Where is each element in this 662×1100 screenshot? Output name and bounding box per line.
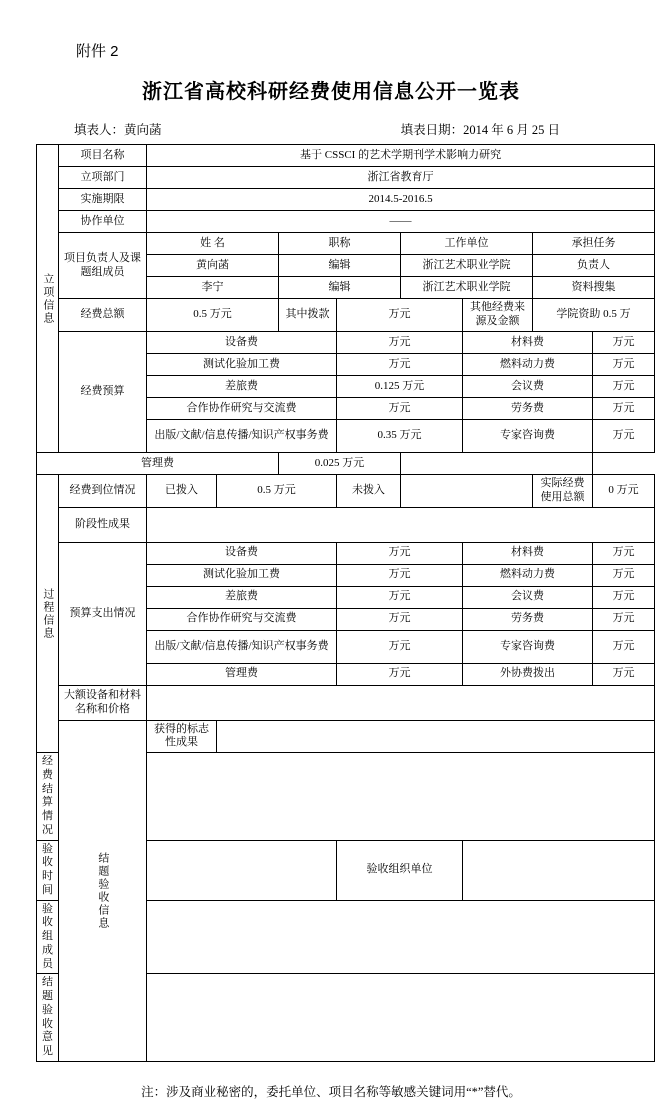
- expense-item-value2[interactable]: 万元: [593, 542, 655, 564]
- budget-item-value[interactable]: 万元: [337, 354, 463, 376]
- funds-arrived-label: 已拨入: [147, 475, 217, 508]
- attachment-label: 附件 2: [76, 43, 119, 60]
- funds-notarrived-label: 未拨入: [337, 475, 401, 508]
- project-name-value[interactable]: 基于 CSSCI 的艺术学期刊学术影响力研究: [147, 145, 655, 167]
- budget-manage-value[interactable]: 0.025 万元: [279, 453, 401, 475]
- filler-label: 填表人：: [74, 123, 125, 137]
- budget-item-name2: 专家咨询费: [463, 420, 593, 453]
- meta-row: [42, 120, 620, 138]
- expense-item-name: 出版/文献/信息传播/知识产权事务费: [147, 630, 337, 663]
- expense-item-value2[interactable]: 万元: [593, 630, 655, 663]
- other-source-value[interactable]: 学院资助 0.5 万: [533, 299, 655, 332]
- members-header-unit: 工作单位: [401, 233, 533, 255]
- expense-item-value[interactable]: 万元: [337, 542, 463, 564]
- budget-manage-label: 管理费: [37, 453, 279, 475]
- members-label: 项目负责人及课题组成员: [59, 233, 147, 299]
- big-equipment-value[interactable]: [147, 685, 655, 720]
- table-row: [37, 475, 655, 508]
- budget-item-value[interactable]: 0.125 万元: [337, 376, 463, 398]
- budget-item-name2: 材料费: [463, 332, 593, 354]
- member-name[interactable]: 黄向菡: [147, 255, 279, 277]
- accept-time-label: 验收时间: [37, 840, 59, 900]
- landmark-label: 获得的标志性成果: [147, 720, 217, 753]
- period-label: 实施期限: [59, 189, 147, 211]
- table-row: [37, 145, 655, 167]
- member-task[interactable]: 资料搜集: [533, 277, 655, 299]
- expense-item-value[interactable]: 万元: [337, 663, 463, 685]
- total-label: 经费总额: [59, 299, 147, 332]
- accept-members-value[interactable]: [147, 900, 655, 974]
- budget-item-value[interactable]: 万元: [337, 332, 463, 354]
- dept-value[interactable]: 浙江省教育厅: [147, 167, 655, 189]
- expense-item-value2[interactable]: 万元: [593, 586, 655, 608]
- budget-item-value2[interactable]: 万元: [593, 332, 655, 354]
- members-header-title: 职称: [279, 233, 401, 255]
- member-title[interactable]: 编辑: [279, 277, 401, 299]
- expense-item-name2: 材料费: [463, 542, 593, 564]
- landmark-value[interactable]: [217, 720, 655, 753]
- accept-org-label: 验收组织单位: [337, 840, 463, 900]
- expense-item-value2[interactable]: 万元: [593, 608, 655, 630]
- date-label: 填表日期：: [400, 123, 464, 137]
- expense-item-value2[interactable]: 万元: [593, 663, 655, 685]
- table-row: [37, 720, 655, 753]
- date-group: [401, 120, 560, 138]
- expense-item-name2: 会议费: [463, 586, 593, 608]
- budget-manage-blank[interactable]: [401, 453, 593, 475]
- table-row: [37, 453, 655, 475]
- member-title[interactable]: 编辑: [279, 255, 401, 277]
- budget-item-name: 出版/文献/信息传播/知识产权事务费: [147, 420, 337, 453]
- filler-group: [74, 120, 162, 138]
- table-row: [37, 167, 655, 189]
- period-value[interactable]: 2014.5-2016.5: [147, 189, 655, 211]
- actual-used-value[interactable]: 0 万元: [593, 475, 655, 508]
- expense-item-value[interactable]: 万元: [337, 630, 463, 663]
- table-row: [37, 332, 655, 354]
- budget-item-name2: 燃料动力费: [463, 354, 593, 376]
- expense-item-name2: 外协费拨出: [463, 663, 593, 685]
- budget-item-name: 测试化验加工费: [147, 354, 337, 376]
- expense-item-name2: 燃料动力费: [463, 564, 593, 586]
- budget-item-value2[interactable]: 万元: [593, 398, 655, 420]
- appropriation-label: 其中拨款: [279, 299, 337, 332]
- table-row: [37, 685, 655, 720]
- expense-item-name: 差旅费: [147, 586, 337, 608]
- budget-item-name: 差旅费: [147, 376, 337, 398]
- expense-item-name: 管理费: [147, 663, 337, 685]
- budget-item-name2: 劳务费: [463, 398, 593, 420]
- section-conclude: [59, 720, 147, 1061]
- section-process: [37, 475, 59, 753]
- budget-item-value2[interactable]: 万元: [593, 354, 655, 376]
- funds-arrival-label: 经费到位情况: [59, 475, 147, 508]
- budget-item-value2[interactable]: 万元: [593, 420, 655, 453]
- stage-result-label: 阶段性成果: [59, 507, 147, 542]
- accept-members-label: 验收组成员: [37, 900, 59, 974]
- accept-opinion-value[interactable]: [147, 974, 655, 1062]
- accept-opinion-label: 结题验收意见: [37, 974, 59, 1062]
- budget-item-value[interactable]: 万元: [337, 398, 463, 420]
- expense-item-name: 设备费: [147, 542, 337, 564]
- partner-value[interactable]: ——: [147, 211, 655, 233]
- expense-item-value2[interactable]: 万元: [593, 564, 655, 586]
- members-header-task: 承担任务: [533, 233, 655, 255]
- appropriation-value[interactable]: 万元: [337, 299, 463, 332]
- budget-item-name: 设备费: [147, 332, 337, 354]
- page-title: 浙江省高校科研经费使用信息公开一览表: [142, 81, 520, 103]
- settle-value[interactable]: [147, 753, 655, 841]
- dept-label: 立项部门: [59, 167, 147, 189]
- expense-item-name2: 专家咨询费: [463, 630, 593, 663]
- table-row: [37, 507, 655, 542]
- table-row: [37, 189, 655, 211]
- accept-time-value[interactable]: [147, 840, 337, 900]
- section-conclude-label: 结题验收信息: [96, 851, 109, 930]
- expense-item-name2: 劳务费: [463, 608, 593, 630]
- funding-table: [36, 144, 655, 1062]
- expense-item-value[interactable]: 万元: [337, 586, 463, 608]
- stage-result-value[interactable]: [147, 507, 655, 542]
- section-establish: [37, 145, 59, 453]
- table-row: [37, 299, 655, 332]
- accept-org-value[interactable]: [463, 840, 655, 900]
- expense-item-name: 测试化验加工费: [147, 564, 337, 586]
- filler-value: 黄向菡: [124, 123, 162, 137]
- expense-item-name: 合作协作研究与交流费: [147, 608, 337, 630]
- expense-item-value[interactable]: 万元: [337, 564, 463, 586]
- table-row: [37, 211, 655, 233]
- other-source-label: 其他经费来源及金额: [463, 299, 533, 332]
- budget-label: 经费预算: [59, 332, 147, 453]
- budget-item-value[interactable]: 0.35 万元: [337, 420, 463, 453]
- budget-item-value2[interactable]: 万元: [593, 376, 655, 398]
- settle-label: 经费结算情况: [37, 753, 59, 841]
- section-establish-label: 立项信息: [41, 272, 54, 325]
- date-value: 2014 年 6 月 25 日: [463, 123, 560, 137]
- footnote: 注：涉及商业秘密的，委托单位、项目名称等敏感关键词用“*”替代。: [141, 1084, 521, 1099]
- budget-item-name2: 会议费: [463, 376, 593, 398]
- member-task[interactable]: 负责人: [533, 255, 655, 277]
- expense-label: 预算支出情况: [59, 542, 147, 685]
- big-equipment-label: 大额设备和材料名称和价格: [59, 685, 147, 720]
- expense-item-value[interactable]: 万元: [337, 608, 463, 630]
- partner-label: 协作单位: [59, 211, 147, 233]
- budget-item-name: 合作协作研究与交流费: [147, 398, 337, 420]
- table-row: [37, 542, 655, 564]
- member-name[interactable]: 李宁: [147, 277, 279, 299]
- actual-used-label: 实际经费使用总额: [533, 475, 593, 508]
- funds-arrived-value[interactable]: 0.5 万元: [217, 475, 337, 508]
- table-row: [37, 233, 655, 255]
- funds-notarrived-value[interactable]: [401, 475, 533, 508]
- project-name-label: 项目名称: [59, 145, 147, 167]
- members-header-name: 姓 名: [147, 233, 279, 255]
- member-unit[interactable]: 浙江艺术职业学院: [401, 277, 533, 299]
- section-process-label: 过程信息: [41, 587, 54, 640]
- total-value[interactable]: 0.5 万元: [147, 299, 279, 332]
- member-unit[interactable]: 浙江艺术职业学院: [401, 255, 533, 277]
